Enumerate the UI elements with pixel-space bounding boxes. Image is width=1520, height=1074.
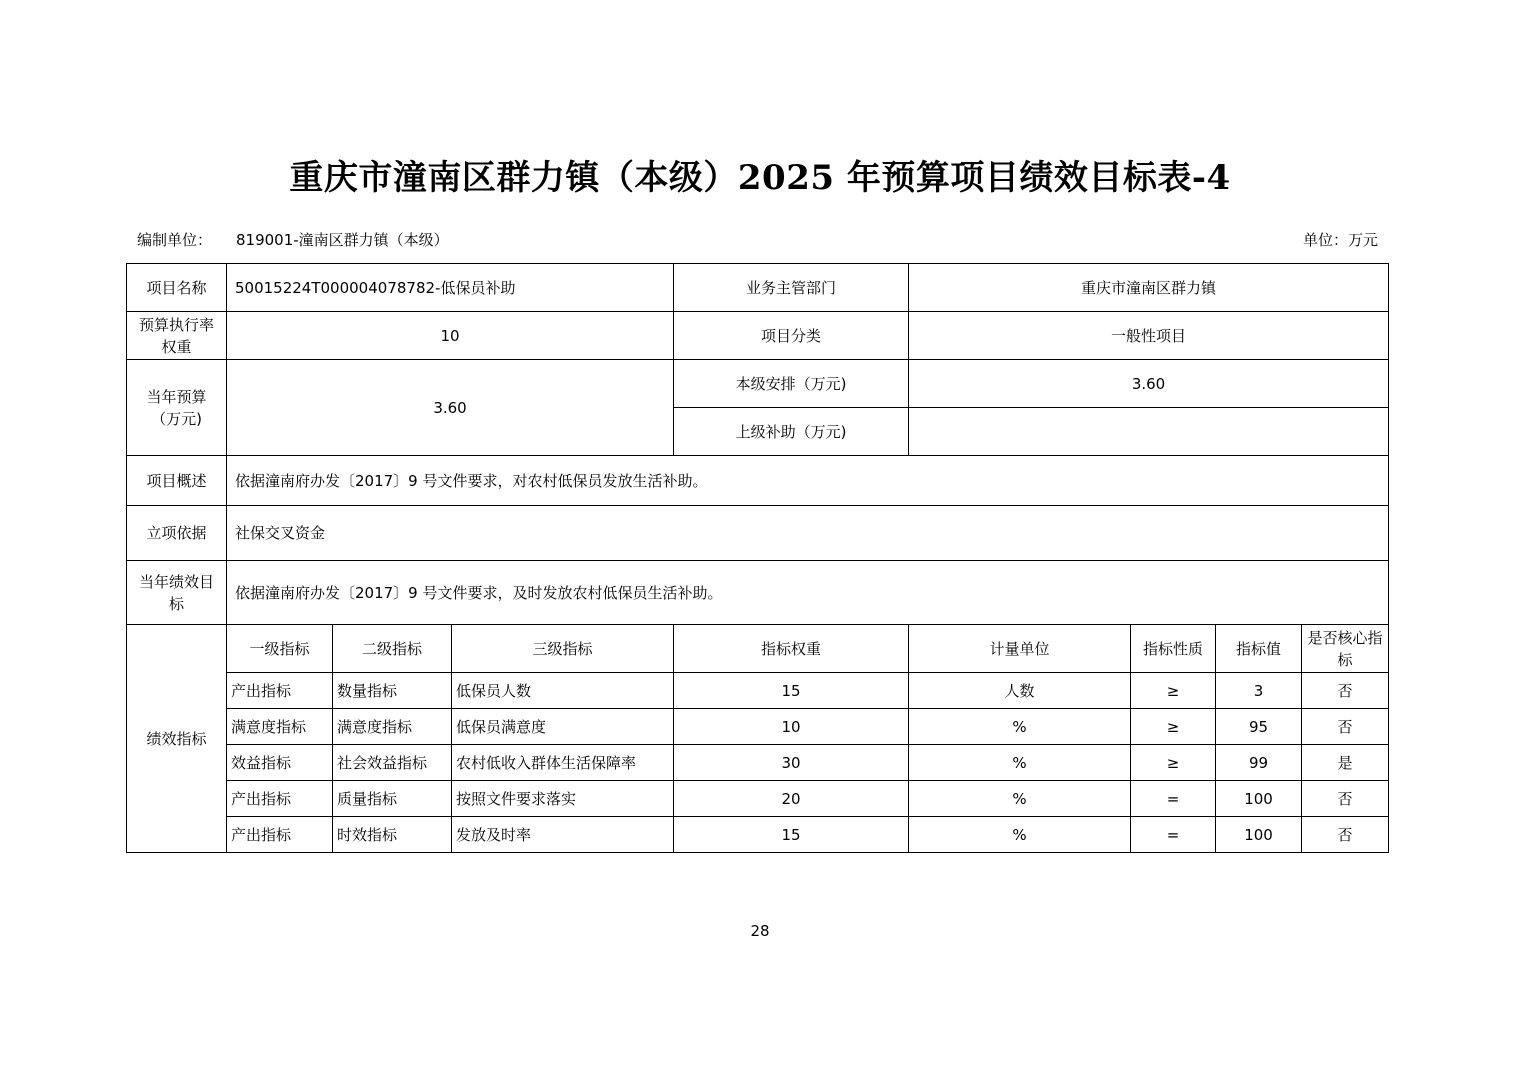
header-level1: 一级指标: [227, 625, 333, 673]
overview-value: 依据潼南府办发〔2017〕9 号文件要求，对农村低保员发放生活补助。: [227, 456, 1389, 506]
table-row: [127, 673, 1389, 709]
cell-level2: 时效指标: [333, 817, 452, 853]
category-value: 一般性项目: [909, 312, 1389, 360]
org-label: 编制单位：: [137, 231, 213, 249]
cell-level2: 数量指标: [333, 673, 452, 709]
basis-label: 立项依据: [127, 506, 227, 561]
cell-unit: %: [909, 817, 1131, 853]
cell-level2: 社会效益指标: [333, 745, 452, 781]
cell-level3: 低保员人数: [452, 673, 674, 709]
cell-weight: 15: [674, 673, 909, 709]
cell-value: 100: [1216, 781, 1302, 817]
page-title: 重庆市潼南区群力镇（本级）2025 年预算项目绩效目标表-4: [289, 158, 1231, 198]
unit-label: 单位：万元: [1302, 231, 1378, 249]
performance-table: [126, 263, 1389, 853]
header-weight: 指标权重: [674, 625, 909, 673]
indicators-section-label: 绩效指标: [127, 625, 227, 853]
upper-subsidy-value: [909, 408, 1389, 456]
cell-level2: 质量指标: [333, 781, 452, 817]
cell-value: 3: [1216, 673, 1302, 709]
upper-subsidy-label: 上级补助（万元): [674, 408, 909, 456]
project-name-label: 项目名称: [127, 264, 227, 312]
cell-core: 否: [1302, 817, 1389, 853]
header-core: 是否核心指标: [1302, 625, 1389, 673]
cell-value: 100: [1216, 817, 1302, 853]
table-row: [127, 817, 1389, 853]
cell-nature: =: [1131, 781, 1216, 817]
weight-value: 10: [227, 312, 674, 360]
table-row: [127, 709, 1389, 745]
cell-level1: 产出指标: [227, 817, 333, 853]
overview-label: 项目概述: [127, 456, 227, 506]
header-unit: 计量单位: [909, 625, 1131, 673]
org-value: 819001-潼南区群力镇（本级）: [236, 231, 449, 249]
dept-value: 重庆市潼南区群力镇: [909, 264, 1389, 312]
cell-value: 99: [1216, 745, 1302, 781]
cell-level1: 效益指标: [227, 745, 333, 781]
goal-label: 当年绩效目标: [127, 561, 227, 625]
cell-core: 否: [1302, 673, 1389, 709]
cell-weight: 15: [674, 817, 909, 853]
header-level2: 二级指标: [333, 625, 452, 673]
cell-level1: 产出指标: [227, 673, 333, 709]
header-level3: 三级指标: [452, 625, 674, 673]
table-row: [127, 781, 1389, 817]
budget-value: 3.60: [227, 360, 674, 456]
cell-level3: 按照文件要求落实: [452, 781, 674, 817]
cell-nature: ≥: [1131, 745, 1216, 781]
dept-label: 业务主管部门: [674, 264, 909, 312]
cell-unit: %: [909, 709, 1131, 745]
cell-core: 是: [1302, 745, 1389, 781]
cell-unit: 人数: [909, 673, 1131, 709]
local-budget-label: 本级安排（万元): [674, 360, 909, 408]
cell-level3: 低保员满意度: [452, 709, 674, 745]
cell-unit: %: [909, 781, 1131, 817]
cell-core: 否: [1302, 709, 1389, 745]
cell-weight: 10: [674, 709, 909, 745]
cell-core: 否: [1302, 781, 1389, 817]
weight-label: 预算执行率权重: [127, 312, 227, 360]
goal-value: 依据潼南府办发〔2017〕9 号文件要求，及时发放农村低保员生活补助。: [227, 561, 1389, 625]
cell-weight: 30: [674, 745, 909, 781]
page-number: 28: [750, 922, 770, 940]
cell-unit: %: [909, 745, 1131, 781]
project-name-value: 50015224T000004078782-低保员补助: [227, 264, 674, 312]
cell-level2: 满意度指标: [333, 709, 452, 745]
budget-label: 当年预算（万元): [127, 360, 227, 456]
cell-weight: 20: [674, 781, 909, 817]
cell-nature: =: [1131, 817, 1216, 853]
cell-level1: 产出指标: [227, 781, 333, 817]
cell-value: 95: [1216, 709, 1302, 745]
local-budget-value: 3.60: [909, 360, 1389, 408]
cell-level3: 农村低收入群体生活保障率: [452, 745, 674, 781]
category-label: 项目分类: [674, 312, 909, 360]
basis-value: 社保交叉资金: [227, 506, 1389, 561]
header-nature: 指标性质: [1131, 625, 1216, 673]
cell-nature: ≥: [1131, 709, 1216, 745]
header-value: 指标值: [1216, 625, 1302, 673]
cell-nature: ≥: [1131, 673, 1216, 709]
cell-level1: 满意度指标: [227, 709, 333, 745]
table-row: [127, 745, 1389, 781]
cell-level3: 发放及时率: [452, 817, 674, 853]
